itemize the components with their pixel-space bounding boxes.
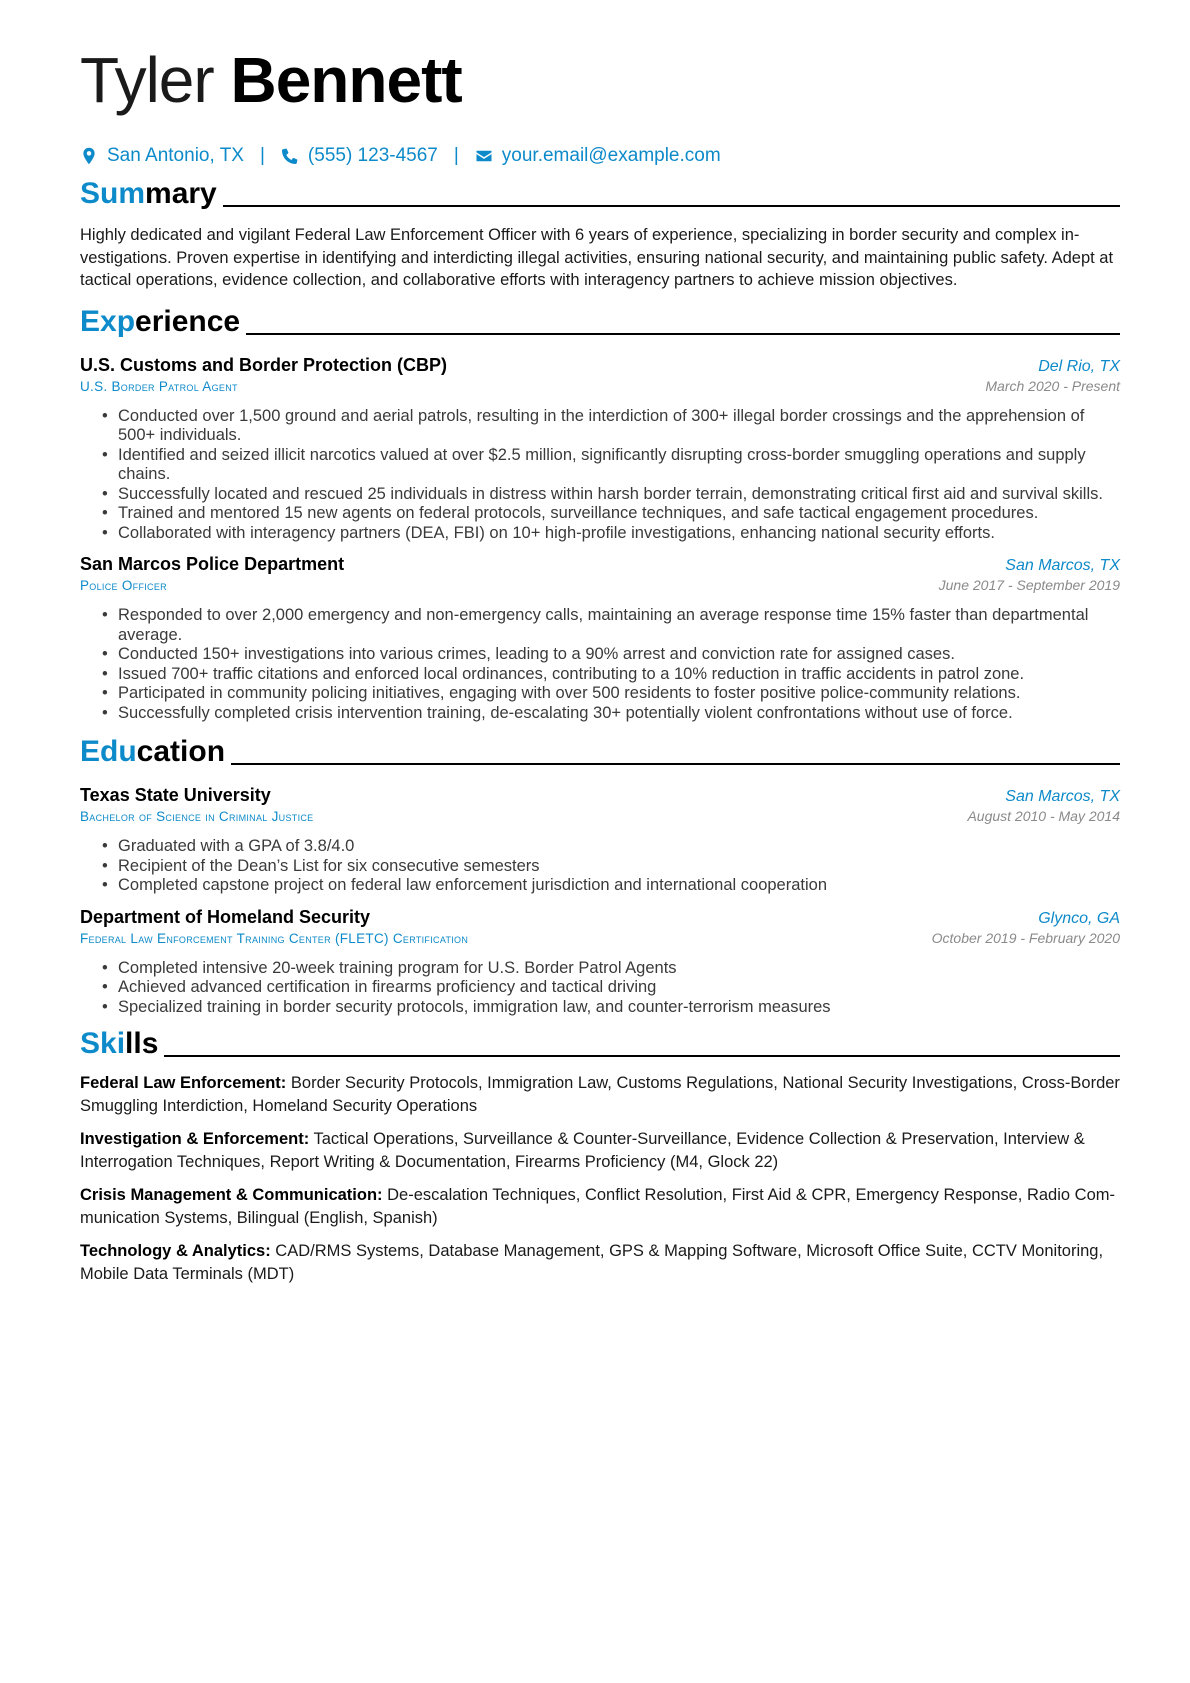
skill-group-label: Technology & Analytics: <box>80 1242 271 1260</box>
skill-group <box>80 1072 1120 1117</box>
list-item: • Identified and seized illicit narcotics valued at over $2.5 million, significantly disrupting cross-border smuggling operations and supply chains. <box>102 446 1120 485</box>
skills-list <box>80 1072 1120 1285</box>
section-title-rest: erience <box>135 304 241 338</box>
phone-icon <box>281 146 299 166</box>
contact-location <box>80 145 244 167</box>
list-item: • Achieved advanced certification in firearms proficiency and tactical driving <box>102 978 1120 998</box>
last-name: Bennett <box>230 44 462 116</box>
contact-separator: | <box>453 145 459 166</box>
entry-role: Bachelor of Science in Criminal Justice <box>80 809 314 824</box>
section-title-summary <box>80 171 1120 211</box>
phone-text: (555) 123-4567 <box>307 145 438 166</box>
section-title-rest: mary <box>145 177 217 210</box>
skill-group-label: Federal Law Enforcement: <box>80 1074 287 1092</box>
summary-text: Highly dedicated and vigilant Federal Law Enforcement Officer with 6 years of experience, specializing in border security and complex investigations. Proven expertise in identifying and interdicting illegal activities, ensuring national security, and maintaining public safety. Adept at tactical operations, evidence collection, and collaborative efforts with interagency partners to achieve mission objectives. <box>80 226 1114 289</box>
resume-page <box>80 40 1120 1285</box>
entry-organization: U.S. Customs and Border Protection (CBP) <box>80 354 448 375</box>
experience-entry <box>80 554 1120 723</box>
list-item: • Successfully located and rescued 25 individuals in distress within harsh border terrain, demonstrating critical first aid and survival skills. <box>102 485 1120 505</box>
section-rule <box>231 763 1120 765</box>
skill-group <box>80 1240 1120 1285</box>
entry-location: San Marcos, TX <box>1005 788 1120 805</box>
list-item: • Completed intensive 20-week training program for U.S. Border Patrol Agents <box>102 959 1120 979</box>
email-link[interactable]: your.email@example.com <box>501 145 721 166</box>
skill-group-label: Investigation & Enforcement: <box>80 1130 310 1148</box>
list-item: • Graduated with a GPA of 3.8/4.0 <box>102 837 1120 857</box>
skill-group-text: CAD/RMS Systems, Database Management, GPS & Mapping Software, Microsoft Office Suite, CCTV Monitoring, Mobile Data Terminals (MDT) <box>80 1242 1104 1283</box>
section-title-highlight: Sum <box>80 177 146 210</box>
entry-bullet-list <box>80 407 1120 544</box>
section-title-highlight: Ski <box>80 1027 126 1060</box>
section-title-highlight: Edu <box>80 735 137 768</box>
entry-role: Police Officer <box>80 578 167 593</box>
section-rule <box>223 205 1120 207</box>
section-title-highlight: Exp <box>80 304 136 338</box>
entry-location: Glynco, GA <box>1038 909 1120 927</box>
entry-role: U.S. Border Patrol Agent <box>80 378 238 394</box>
contact-email[interactable] <box>475 145 721 167</box>
list-item: • Successfully completed crisis intervention training, de-escalating 30+ potentially violent confrontations without use of force. <box>102 704 1120 724</box>
envelope-icon <box>475 146 493 166</box>
section-rule <box>246 333 1120 335</box>
first-name: Tyler <box>80 44 214 116</box>
list-item: • Conducted 150+ investigations into various crimes, leading to a 90% arrest and conviction rate for assigned cases. <box>102 645 1120 665</box>
list-item: • Issued 700+ traffic citations and enforced local ordinances, contributing to a 10% reduction in traffic accidents in patrol zone. <box>102 665 1120 685</box>
entry-bullet-list <box>80 837 1120 896</box>
skill-group-text: De-escalation Techniques, Conflict Resolution, First Aid & CPR, Emergency Response, Radio Communication Systems, Bilingual (English, Spanish) <box>80 1186 1115 1227</box>
list-item: • Trained and mentored 15 new agents on federal protocols, surveillance techniques, and safe tactical engagement procedures. <box>102 504 1120 524</box>
skill-group <box>80 1128 1120 1173</box>
entry-role: Federal Law Enforcement Training Center (FLETC) Certification <box>80 930 469 946</box>
entry-location: San Marcos, TX <box>1005 557 1120 574</box>
candidate-name <box>80 40 1120 120</box>
entry-organization: San Marcos Police Department <box>80 554 345 574</box>
list-item: • Completed capstone project on federal law enforcement jurisdiction and international cooperation <box>102 876 1120 896</box>
contact-separator: | <box>259 145 265 166</box>
entry-location: Del Rio, TX <box>1038 357 1120 375</box>
list-item: • Conducted over 1,500 ground and aerial patrols, resulting in the interdiction of 300+ illegal border crossings and the apprehension of 500+ individuals. <box>102 407 1120 446</box>
location-text: San Antonio, TX <box>107 145 244 166</box>
skill-group-text: Tactical Operations, Surveillance & Counter-Surveillance, Evidence Collection & Preservation, Interview & Interrogation Techniques, Report Writing & Documentation, Firearms Proficiency (M4, Glock 22) <box>80 1130 1085 1171</box>
entry-dates: October 2019 - February 2020 <box>931 929 1120 946</box>
entry-bullet-list <box>80 606 1120 723</box>
list-item: • Participated in community policing initiatives, engaging with over 500 residents to foster positive police-community relations. <box>102 684 1120 704</box>
education-entry <box>80 907 1120 1018</box>
section-title-rest: lls <box>125 1027 159 1060</box>
list-item: • Collaborated with interagency partners (DEA, FBI) on 10+ high-profile investigations, enhancing national security efforts. <box>102 524 1120 544</box>
section-title-skills <box>80 1021 1120 1061</box>
list-item: • Responded to over 2,000 emergency and non-emergency calls, maintaining an average response time 15% faster than departmental average. <box>102 606 1120 645</box>
entry-dates: August 2010 - May 2014 <box>967 808 1120 824</box>
section-title-education <box>80 729 1120 769</box>
section-title-experience <box>80 299 1120 339</box>
skill-group-label: Crisis Management & Communication: <box>80 1186 383 1204</box>
list-item: • Specialized training in border security protocols, immigration law, and counter-terrorism measures <box>102 998 1120 1018</box>
contact-phone[interactable] <box>281 145 438 167</box>
contact-line <box>80 143 1120 169</box>
entry-dates: March 2020 - Present <box>985 377 1120 394</box>
skill-group-text: Border Security Protocols, Immigration Law, Customs Regulations, National Security Investigations, Cross-Border Smuggling Interdiction, Homeland Security Operations <box>80 1074 1120 1115</box>
entry-bullet-list <box>80 959 1120 1018</box>
section-title-rest: cation <box>136 735 226 768</box>
entry-dates: June 2017 - September 2019 <box>938 577 1120 593</box>
education-entry <box>80 785 1120 896</box>
experience-entry <box>80 355 1120 544</box>
entry-organization: Department of Homeland Security <box>80 906 371 927</box>
list-item: • Recipient of the Dean’s List for six consecutive semesters <box>102 857 1120 877</box>
map-marker-icon <box>80 146 98 166</box>
section-rule <box>164 1055 1120 1057</box>
entry-organization: Texas State University <box>80 785 271 805</box>
skill-group <box>80 1184 1120 1229</box>
